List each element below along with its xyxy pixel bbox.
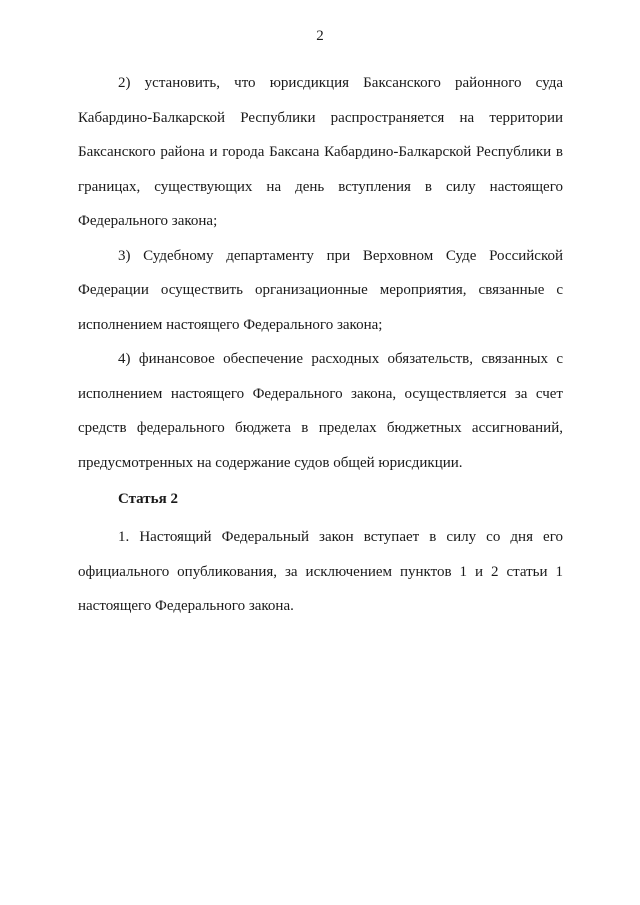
page-number: 2 [316,28,324,44]
paragraph-item-4: 4) финансовое обеспечение расходных обязательств, связанных с исполнением настоящего Федерального закона, осуществляется за счет средств федерального бюджета в пределах бюджетных ассигнований, предусмотренных на содержание судов общей юрисдикции. [78,351,563,471]
article-2-heading: Статья 2 [118,491,178,507]
article-2-paragraph-1: 1. Настоящий Федеральный закон вступает в силу со дня его официального опубликования, за исключением пунктов 1 и 2 статьи 1 настоящего Федерального закона. [78,529,563,614]
paragraph-item-2: 2) установить, что юрисдикция Баксанского районного суда Кабардино-Балкарской Республики распространяется на территории Баксанского района и города Баксана Кабардино-Балкарской Республики в границах, существующих на день вступления в силу настоящего Федерального закона; [78,75,563,229]
paragraph-item-3: 3) Судебному департаменту при Верховном Суде Российской Федерации осуществить организационные мероприятия, связанные с исполнением настоящего Федерального закона; [78,247,563,333]
document-body [78,66,563,624]
